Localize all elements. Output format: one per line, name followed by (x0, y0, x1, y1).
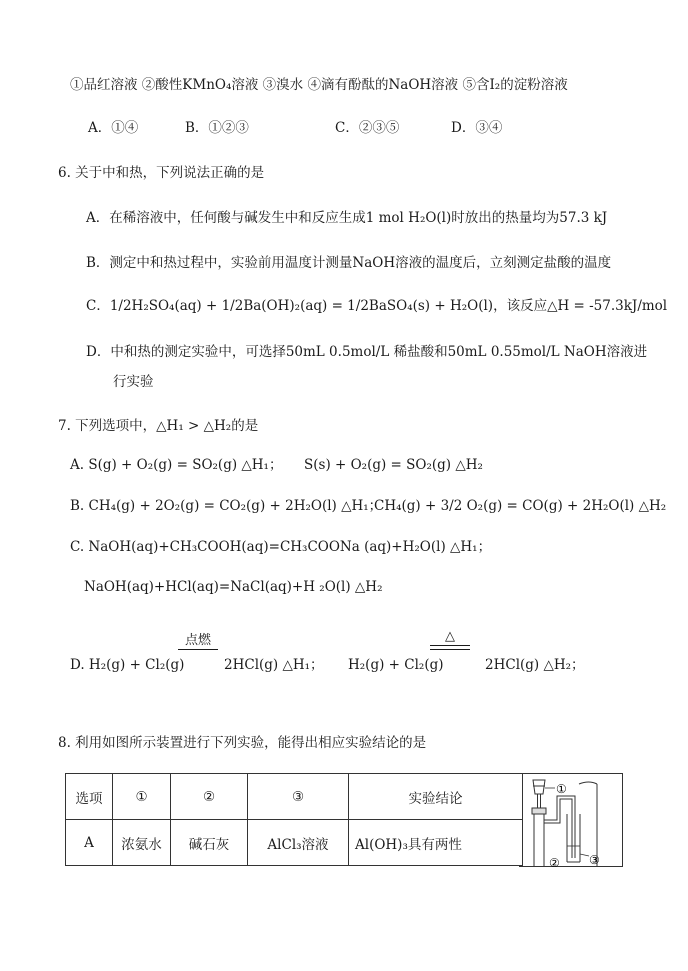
table-cell: 碱石灰 (171, 820, 248, 866)
q6-option-a: A．在稀溶液中，任何酸与碱发生中和反应生成1 mol H₂O(l)时放出的热量均为57.3 kJ (86, 210, 608, 226)
q5-option-b: B．①②③ (185, 120, 249, 136)
q7-option-b-eq1: B. CH₄(g) + 2O₂(g) = CO₂(g) + 2H₂O(l) △H₁； (70, 498, 383, 514)
apparatus-label-2: ② (549, 856, 560, 867)
table-cell: 浓氨水 (113, 820, 171, 866)
table-header-cell: 选项 (66, 774, 113, 820)
apparatus-drawing (519, 774, 622, 867)
q6-option-d-line1: D．中和热的测定实验中，可选择50mL 0.5mol/L 稀盐酸和50mL 0.55mol/L NaOH溶液进 (86, 344, 648, 360)
q8-stem: 8. 利用如图所示装置进行下列实验，能得出相应实验结论的是 (58, 735, 427, 751)
q5-option-c: C．②③⑤ (335, 120, 400, 136)
reaction-arrow-bar (178, 649, 218, 650)
q7-option-d-eq1-rhs: 2HCl(g) △H₁； (224, 657, 324, 673)
q7-d-condition-ignite (178, 629, 218, 650)
q7-option-a-eq1: A. S(g) + O₂(g) = SO₂(g) △H₁； (70, 457, 283, 473)
q7-option-d-eq1-lhs: D. H₂(g) + Cl₂(g) (70, 657, 185, 673)
q6-stem: 6. 关于中和热，下列说法正确的是 (58, 165, 265, 181)
table-header-cell: ③ (248, 774, 349, 820)
apparatus-label-1: ① (556, 782, 567, 796)
table-row (66, 820, 523, 866)
q6-option-d-line2: 行实验 (113, 374, 154, 390)
condition-text: △ (445, 629, 455, 644)
q5-option-d: D．③④ (451, 120, 503, 136)
q7-option-d-eq2-rhs: 2HCl(g) △H₂； (485, 657, 585, 673)
q7-stem: 7. 下列选项中，△H₁ > △H₂的是 (58, 418, 259, 434)
q7-option-d-eq2-lhs: H₂(g) + Cl₂(g) (348, 657, 444, 673)
table-header-cell: 实验结论 (349, 774, 523, 820)
q7-option-c-eq2: NaOH(aq)+HCl(aq)=NaCl(aq)+H ₂O(l) △H₂ (84, 579, 383, 595)
reaction-equals-bar-top (430, 645, 470, 646)
table-header-cell: ① (113, 774, 171, 820)
q8-table (65, 773, 523, 866)
table-cell: AlCl₃溶液 (248, 820, 349, 866)
q6-option-b: B．测定中和热过程中，实验前用温度计测量NaOH溶液的温度后，立刻测定盐酸的温度 (86, 255, 612, 271)
q7-option-c-eq1: C. NaOH(aq)+CH₃COOH(aq)=CH₃COONa (aq)+H₂O(l) △H₁； (70, 539, 492, 555)
condition-text: 点燃 (184, 633, 211, 648)
q5-option-a: A．①④ (88, 120, 139, 136)
q5-options (0, 116, 688, 134)
apparatus-figure (519, 773, 623, 867)
apparatus-label-3: ③ (589, 853, 600, 867)
table-header-cell: ② (171, 774, 248, 820)
q7-option-a-eq2: S(s) + O₂(g) = SO₂(g) △H₂ (304, 457, 483, 473)
q7-option-b-eq2: CH₄(g) + 3/2 O₂(g) = CO(g) + 2H₂O(l) △H₂ (374, 498, 667, 514)
q7-d-condition-heat (430, 629, 470, 650)
table-header-row (66, 774, 523, 820)
reaction-equals-bar-bottom (430, 649, 470, 650)
q5-reagent-list: ①品红溶液 ②酸性KMnO₄溶液 ③溴水 ④滴有酚酞的NaOH溶液 ⑤含I₂的淀粉溶液 (70, 77, 568, 93)
table-cell: Al(OH)₃具有两性 (349, 820, 523, 866)
table-cell: A (66, 820, 113, 866)
q6-option-c: C．1/2H₂SO₄(aq) + 1/2Ba(OH)₂(aq) = 1/2BaSO₄(s) + H₂O(l)，该反应△H = -57.3kJ/mol (86, 298, 668, 314)
